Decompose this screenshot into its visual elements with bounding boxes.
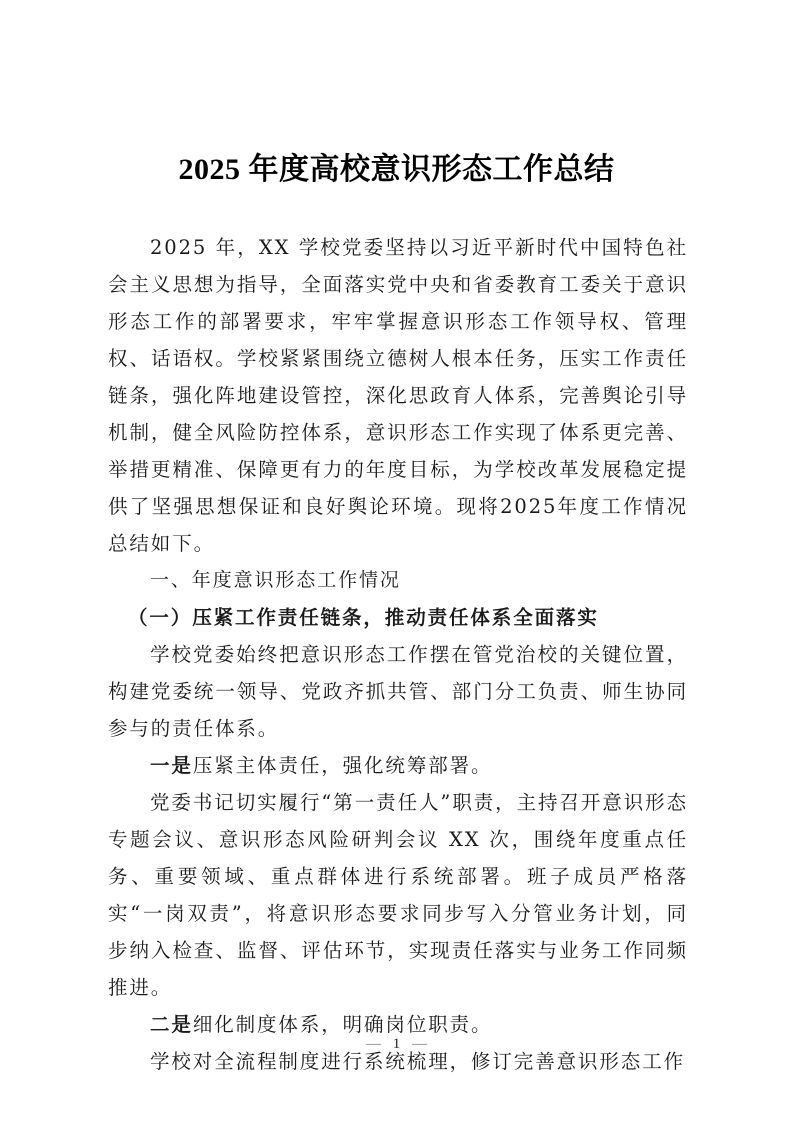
point-1-body: 党委书记切实履行“第一责任人”职责，主持召开意识形态专题会议、意识形态风险研判会议 XX 次，围绕年度重点任务、重要领域、重点群体进行系统部署。班子成员严格落实“一岗双责”，将意识形态要求同步写入分管业务计划，同步纳入检查、监督、评估环节，实现责任落实与业务工作同频推进。: [108, 791, 688, 999]
document-title: 2025 年度高校意识形态工作总结: [178, 153, 615, 186]
page-number: 1: [392, 1036, 401, 1052]
point-1-heading: [108, 747, 688, 784]
footer-dash-left: —: [366, 1036, 381, 1052]
point-2-lead: 二是: [150, 1013, 193, 1036]
intro-paragraph: 2025 年，XX 学校党委坚持以习近平新时代中国特色社会主义思想为指导，全面落实党中央和省委教育工委关于意识形态工作的部署要求，牢牢掌握意识形态工作领导权、管理权、话语权。学校紧紧围绕立德树人根本任务，压实工作责任链条，强化阵地建设管控，深化思政育人体系，完善舆论引导机制，健全风险防控体系，意识形态工作实现了体系更完善、举措更精准、保障更有力的年度目标，为学校改革发展稳定提供了坚强思想保证和良好舆论环境。现将2025年度工作情况总结如下。: [108, 236, 688, 555]
page-footer: [0, 1036, 793, 1053]
document-body: [108, 229, 688, 1080]
point-2-body: 学校对全流程制度进行系统梳理，修订完善意识形态工作: [150, 1050, 686, 1073]
footer-dash-right: —: [412, 1036, 427, 1052]
point-1-lead: 一是: [150, 754, 193, 777]
subsection-heading-1: （一）压紧工作责任链条，推动责任体系全面落实: [128, 606, 599, 629]
point-1-text: 压紧主体责任，强化统筹部署。: [192, 754, 493, 777]
point-2-text: 细化制度体系，明确岗位职责。: [192, 1013, 493, 1036]
subsection-intro-paragraph: 学校党委始终把意识形态工作摆在管党治校的关键位置，构建党委统一领导、党政齐抓共管、部门分工负责、师生协同参与的责任体系。: [108, 643, 688, 740]
section-heading-1: 一、年度意识形态工作情况: [150, 569, 401, 591]
